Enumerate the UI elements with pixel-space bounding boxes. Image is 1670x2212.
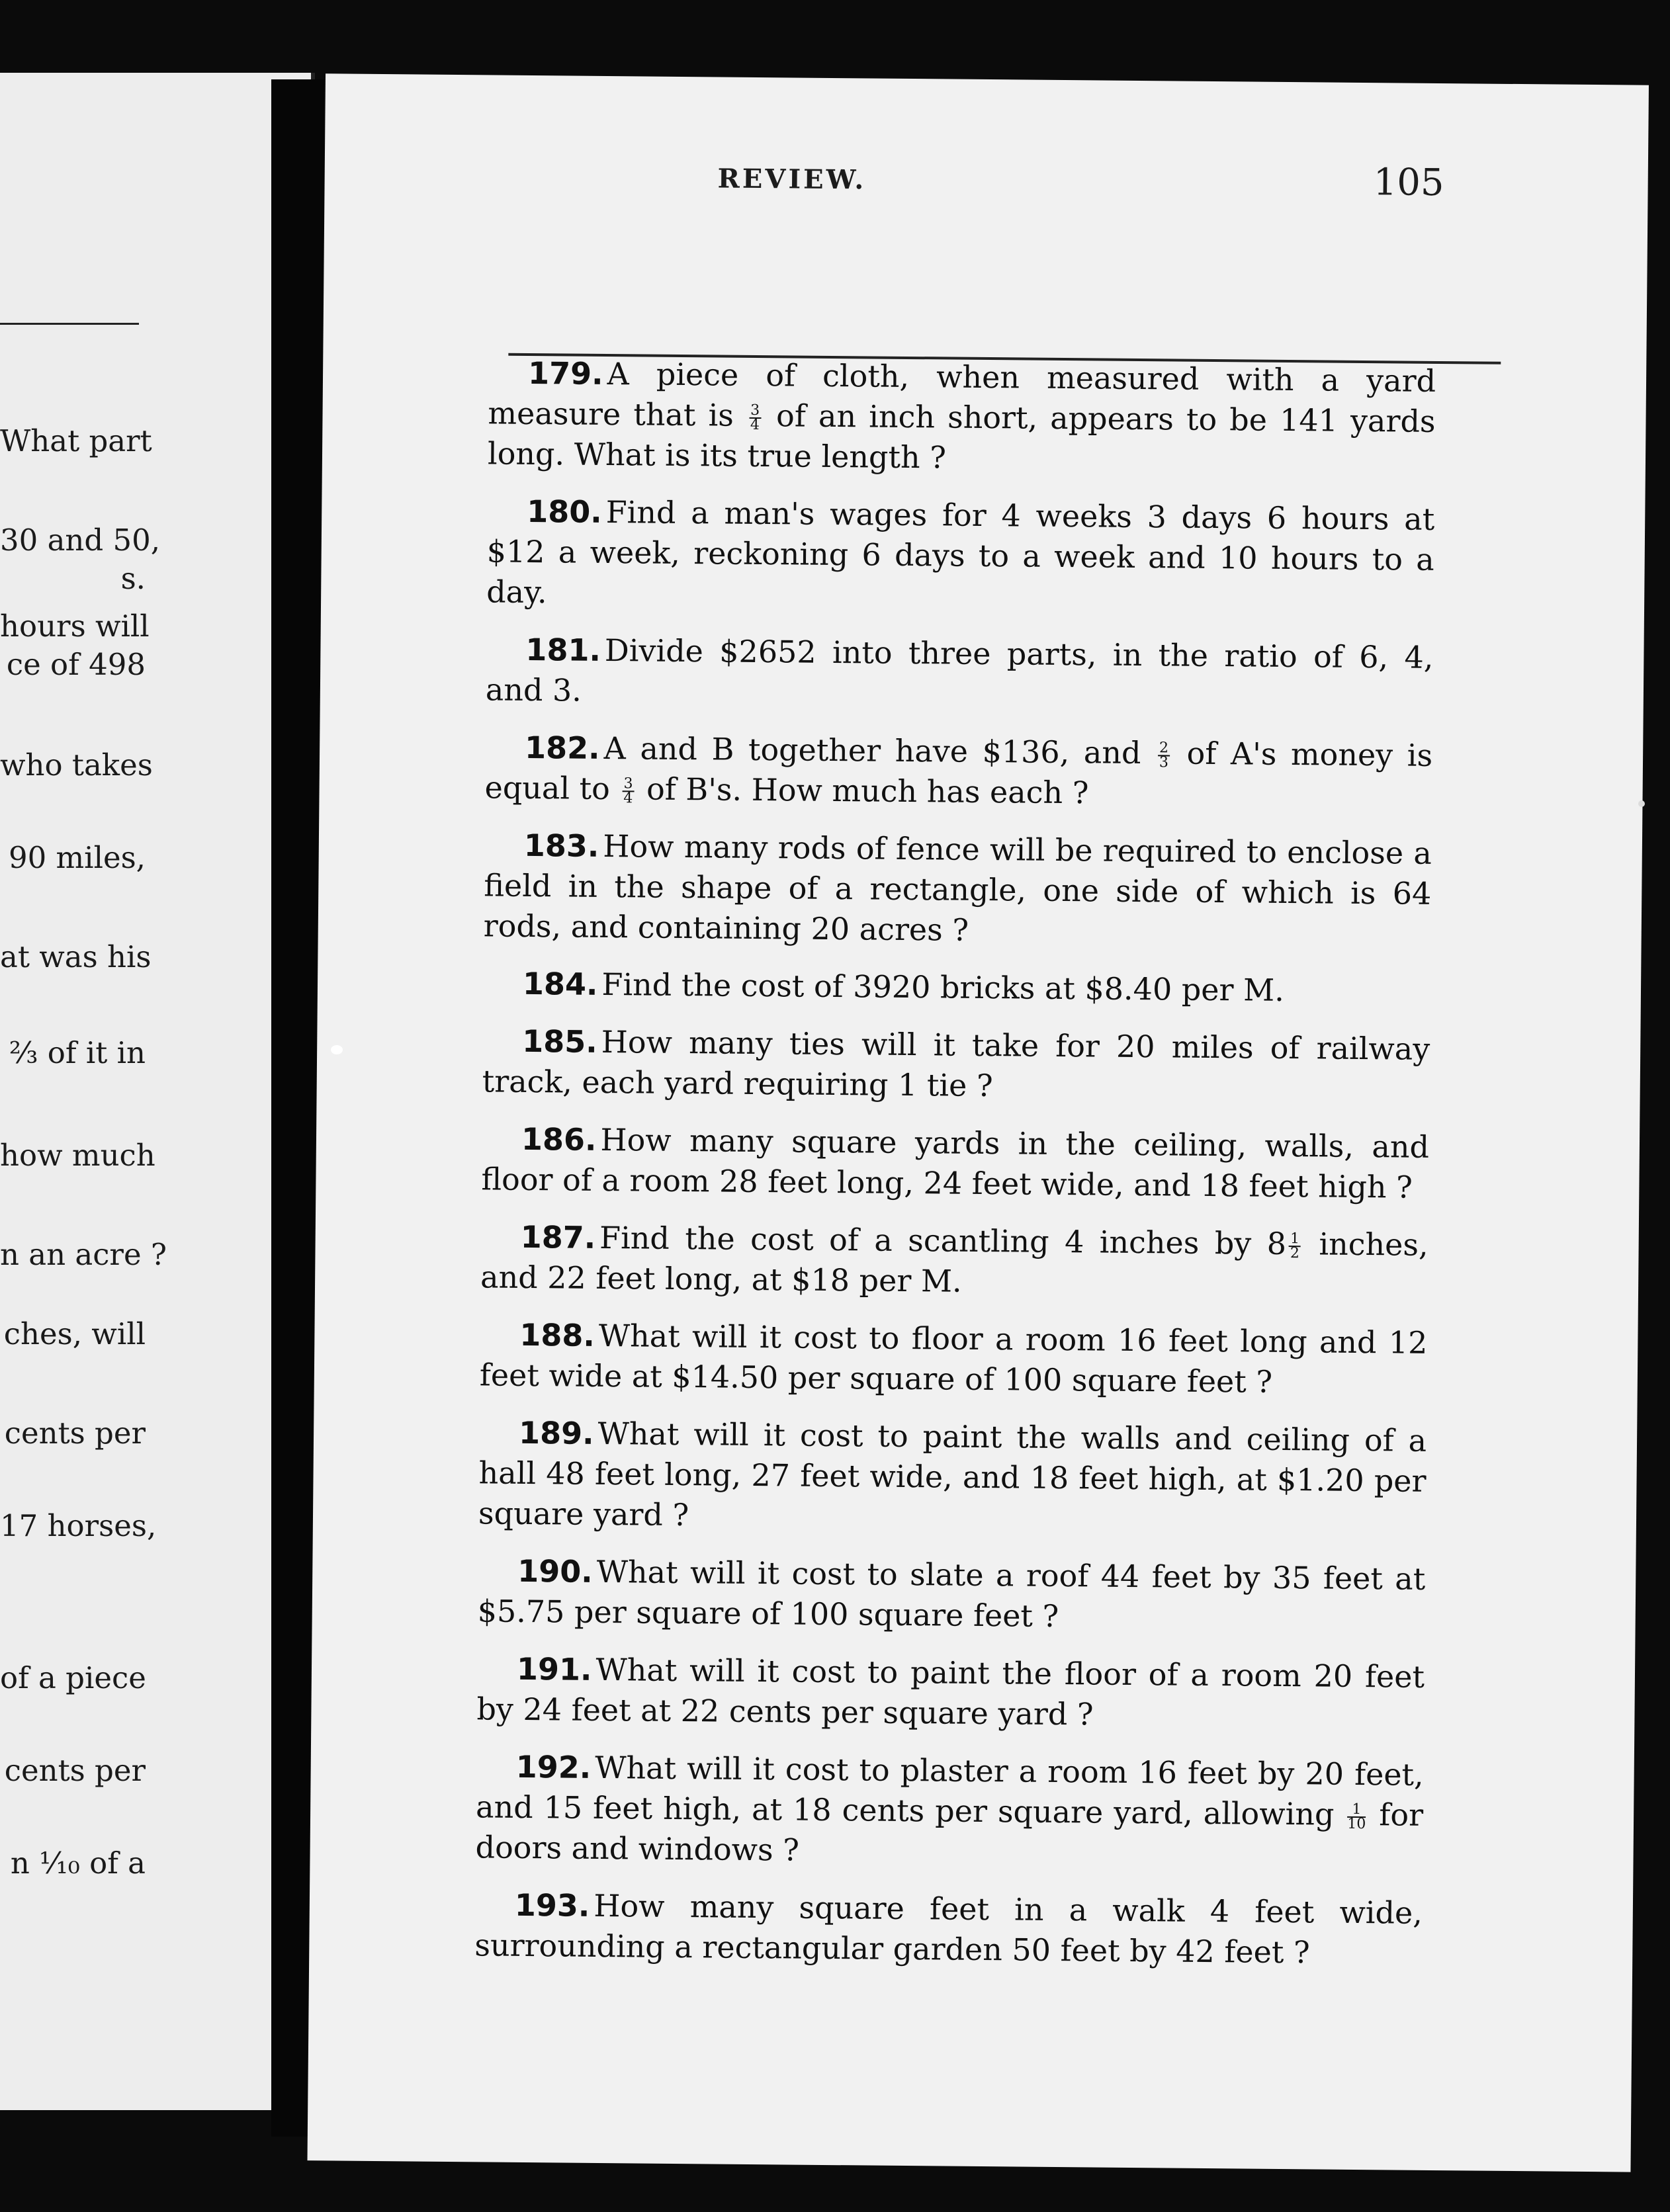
problem-item [481, 1119, 1429, 1207]
dust-speck [1638, 800, 1645, 807]
problem-text: What will it cost to plaster a room 16 feet by 20 feet, and 15 feet high, at 18 cents per square yard, allowing [475, 1749, 1424, 1832]
fraction-denominator: 3 [1159, 754, 1169, 771]
problem-item [484, 727, 1432, 816]
book-page [308, 73, 1649, 2172]
problem-text: How many square yards in the ceiling, walls, and floor of a room 28 feet long, 24 feet wide, and 18 feet high ? [481, 1121, 1430, 1205]
left-page-line: n ⅒ of a [10, 1846, 146, 1881]
fraction-numerator: 2 [1159, 740, 1169, 757]
left-page-line: 90 miles, [8, 840, 146, 875]
fraction-numerator: 3 [750, 402, 760, 419]
problem-number: 183. [523, 827, 599, 864]
problem-number: 186. [521, 1121, 597, 1158]
left-page-line: how much [0, 1138, 155, 1173]
problem-number: 187. [520, 1218, 596, 1255]
problem-text: How many square feet in a walk 4 feet wide, surrounding a rectangular garden 50 feet by 42 feet ? [474, 1887, 1423, 1971]
problem-text: of an inch short, appears to be 141 yards long. What is its true length ? [487, 398, 1436, 476]
problem-item [475, 1746, 1424, 1875]
problem-item [477, 1551, 1425, 1639]
fraction [749, 404, 761, 432]
fraction [1347, 1803, 1366, 1831]
fraction-denominator: 10 [1347, 1815, 1366, 1833]
running-header [508, 274, 1501, 364]
fraction [1158, 742, 1170, 769]
problem-text: of B's. How much has each ? [637, 771, 1089, 811]
problem-text: Divide $2652 into three parts, in the ratio of 6, 4, and 3. [485, 632, 1434, 708]
left-page-line: cents per [4, 1416, 146, 1451]
left-page-line: s. [120, 561, 146, 596]
problem-number: 189. [518, 1414, 594, 1451]
dust-speck [331, 1045, 343, 1054]
fraction-denominator: 2 [1290, 1245, 1299, 1262]
problem-item [484, 825, 1432, 954]
problem-number: 181. [525, 631, 601, 668]
fraction [1289, 1232, 1301, 1260]
left-page-line: ce of 498 [6, 647, 146, 682]
problem-item [488, 353, 1436, 482]
problem-number: 180. [527, 493, 603, 530]
fraction-numerator: 1 [1347, 1803, 1366, 1818]
problem-text: for doors and windows ? [475, 1797, 1424, 1868]
problem-text: A and B together have $136, and [603, 730, 1156, 771]
problem-text: Find the cost of 3920 bricks at $8.40 per M. [601, 966, 1285, 1008]
left-page-line: What part [0, 423, 152, 458]
problem-number: 190. [517, 1553, 593, 1590]
problem-text: Find a man's wages for 4 weeks 3 days 6 hours at $12 a week, reckoning 6 days to a week and 10 hours to a day. [486, 493, 1435, 611]
problem-text: A piece of cloth, when measured with a yard measure that is [488, 356, 1436, 433]
running-head-title: REVIEW. [717, 163, 867, 196]
problem-text: What will it cost to slate a roof 44 feet by 35 feet at $5.75 per square of 100 square feet ? [477, 1553, 1426, 1635]
fraction [622, 777, 634, 805]
problem-text: What will it cost to paint the walls and ceiling of a hall 48 feet long, 27 feet wide, and 18 feet high, at $1.20 per square yard ? [478, 1415, 1427, 1533]
problem-item [482, 1021, 1430, 1109]
left-page-line: cents per [4, 1753, 146, 1788]
page-number: 105 [1373, 161, 1444, 205]
problem-text: What will it cost to floor a room 16 feet long and 12 feet wide at $14.50 per square of 100 square feet ? [479, 1317, 1428, 1400]
left-page-line: 17 horses, [0, 1508, 157, 1543]
problem-text: Find the cost of a scantling 4 inches by 8 [599, 1219, 1287, 1262]
fraction-numerator: 3 [623, 775, 633, 792]
left-page-line: of a piece [0, 1660, 146, 1695]
problem-item [483, 963, 1430, 1011]
problem-item [486, 491, 1435, 620]
fraction-denominator: 4 [750, 416, 760, 434]
left-page-line: hours will [0, 609, 150, 644]
problem-number: 179. [527, 355, 603, 392]
previous-page-fragment [0, 73, 315, 2110]
left-page-line: n an acre ? [0, 1237, 167, 1272]
fraction-denominator: 4 [623, 790, 633, 807]
problem-text: What will it cost to paint the floor of a room 20 feet by 24 feet at 22 cents per square yard ? [476, 1651, 1425, 1732]
problem-number: 192. [515, 1748, 592, 1785]
problem-number: 184. [522, 965, 598, 1002]
problem-item [486, 629, 1434, 718]
problem-text: of A's money is equal to [484, 735, 1433, 807]
problem-text: How many rods of fence will be required to enclose a field in the shape of a rectangle, one side of which is 64 rods, and containing 20 acres ? [483, 828, 1432, 948]
left-page-line: ⅔ of it in [9, 1035, 146, 1070]
problem-number: 191. [516, 1650, 592, 1687]
fraction-numerator: 1 [1290, 1230, 1300, 1248]
problem-item [480, 1314, 1428, 1403]
problem-list [474, 353, 1436, 1990]
left-page-header-rule [0, 323, 139, 325]
left-page-line: who takes [0, 747, 153, 783]
problem-item [476, 1648, 1425, 1737]
problem-text: inches, and 22 feet long, at $18 per M. [480, 1226, 1428, 1299]
problem-number: 188. [519, 1316, 595, 1353]
left-page-line: 30 and 50, [0, 523, 161, 558]
problem-item [480, 1216, 1428, 1305]
problem-number: 193. [514, 1887, 590, 1924]
left-page-line: at was his [0, 939, 152, 974]
problem-text: How many ties will it take for 20 miles of railway track, each yard requiring 1 tie ? [482, 1023, 1430, 1104]
problem-item [478, 1412, 1427, 1541]
left-page-line: ches, will [3, 1316, 146, 1351]
problem-item [474, 1885, 1423, 1973]
problem-number: 185. [522, 1023, 598, 1060]
problem-number: 182. [524, 729, 600, 766]
